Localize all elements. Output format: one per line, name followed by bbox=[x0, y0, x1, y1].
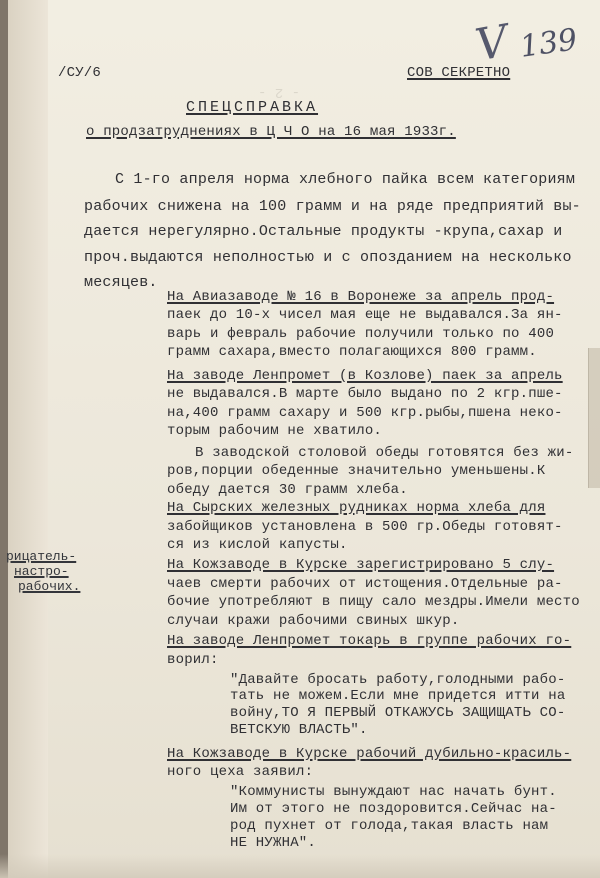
detail-line-18: случаи кражи рабочими свиных шкур. bbox=[167, 613, 460, 629]
paragraph-line-5: месяцев. bbox=[84, 274, 158, 291]
margin-note-line-2: настро- bbox=[14, 564, 69, 579]
quote-line-5: "Коммунисты вынуждают нас начать бунт. bbox=[230, 784, 557, 800]
detail-line-2: паек до 10-х чисел мая еще не выдавался.За ян- bbox=[167, 307, 563, 323]
handwritten-page-number: 139 bbox=[517, 22, 580, 65]
detail-line-5: На заводе Ленпромет (в Козлове) паек за апрель bbox=[167, 368, 563, 384]
document-title: СПЕЦСПРАВКА bbox=[186, 99, 319, 116]
detail-line-9: В заводской столовой обеды готовятся без жи- bbox=[195, 445, 574, 461]
document-code: /СУ/6 bbox=[58, 65, 102, 81]
detail-line-4: грамм сахара,вместо полагающихся 800 грамм. bbox=[167, 344, 537, 360]
handwritten-check-mark: V bbox=[471, 15, 512, 72]
detail-line-25: На Кожзаводе в Курске рабочий дубильно-красиль- bbox=[167, 746, 572, 762]
paragraph-line-3: дается нерегулярно.Остальные продукты -крупа,сахар и bbox=[84, 223, 563, 240]
detail-line-3: варь и февраль рабочие получили только по 400 bbox=[167, 326, 555, 342]
quote-line-3: войну,ТО Я ПЕРВЫЙ ОТКАЖУСЬ ЗАЩИЩАТЬ СО- bbox=[230, 705, 566, 721]
quote-line-8: НЕ НУЖНА". bbox=[230, 835, 317, 851]
detail-line-15: На Кожзаводе в Курске зарегистрировано 5 слу- bbox=[167, 557, 555, 573]
quote-line-4: ВЕТСКУЮ ВЛАСТЬ". bbox=[230, 722, 368, 738]
margin-note-line-3: рабочих. bbox=[18, 579, 81, 594]
quote-line-7: род пухнет от голода,такая власть нам bbox=[230, 818, 549, 834]
quote-line-6: Им от этого не поздоровится.Сейчас на- bbox=[230, 801, 557, 817]
paragraph-line-2: рабочих снижена на 100 грамм и на ряде предприятий вы- bbox=[84, 198, 581, 215]
detail-line-12: На Сырских железных рудниках норма хлеба для bbox=[167, 500, 546, 516]
detail-line-8: торым рабочим не хватило. bbox=[167, 423, 383, 439]
detail-line-7: на,400 грамм сахару и 500 кгр.рыбы,пшена неко- bbox=[167, 405, 563, 421]
paragraph-line-4: проч.выдаются неполностью и с опозданием на несколько bbox=[84, 249, 572, 266]
margin-note-line-1: рицатель- bbox=[6, 549, 77, 564]
bottom-edge-shadow bbox=[0, 854, 600, 878]
quote-line-1: "Давайте бросать работу,голодными рабо- bbox=[230, 672, 566, 688]
detail-line-16: чаев смерти рабочих от истощения.Отдельные ра- bbox=[167, 576, 563, 592]
tape-mark bbox=[588, 348, 600, 488]
detail-line-17: бочие употребляют в пищу сало мездры.Имели место bbox=[167, 594, 580, 610]
detail-line-20: ворил: bbox=[167, 652, 219, 668]
detail-line-1: На Авиазаводе № 16 в Воронеже за апрель прод- bbox=[167, 289, 555, 305]
detail-line-6: не выдавался.В марте было выдано по 2 кгр.пше- bbox=[167, 386, 563, 402]
detail-line-10: ров,порции обеденные значительно уменьшены.К bbox=[167, 463, 546, 479]
detail-line-26: ного цеха заявил: bbox=[167, 764, 314, 780]
paragraph-line-1: С 1-го апреля норма хлебного пайка всем категориям bbox=[115, 171, 576, 188]
left-edge-strip bbox=[0, 0, 8, 878]
bleed-through-mark: - 2 - bbox=[258, 84, 301, 100]
left-margin-shadow bbox=[8, 0, 48, 878]
detail-line-19: На заводе Ленпромет токарь в группе рабочих го- bbox=[167, 633, 572, 649]
classification-stamp: СОВ СЕКРЕТНО bbox=[407, 65, 511, 81]
document-subtitle: о продзатруднениях в Ц Ч О на 16 мая 1933г. bbox=[86, 124, 456, 140]
quote-line-2: тать не можем.Если мне придется итти на bbox=[230, 688, 566, 704]
detail-line-14: ся из кислой капусты. bbox=[167, 537, 348, 553]
detail-line-13: забойщиков установлена в 500 гр.Обеды готовят- bbox=[167, 519, 563, 535]
detail-line-11: обеду дается 30 грамм хлеба. bbox=[167, 482, 408, 498]
